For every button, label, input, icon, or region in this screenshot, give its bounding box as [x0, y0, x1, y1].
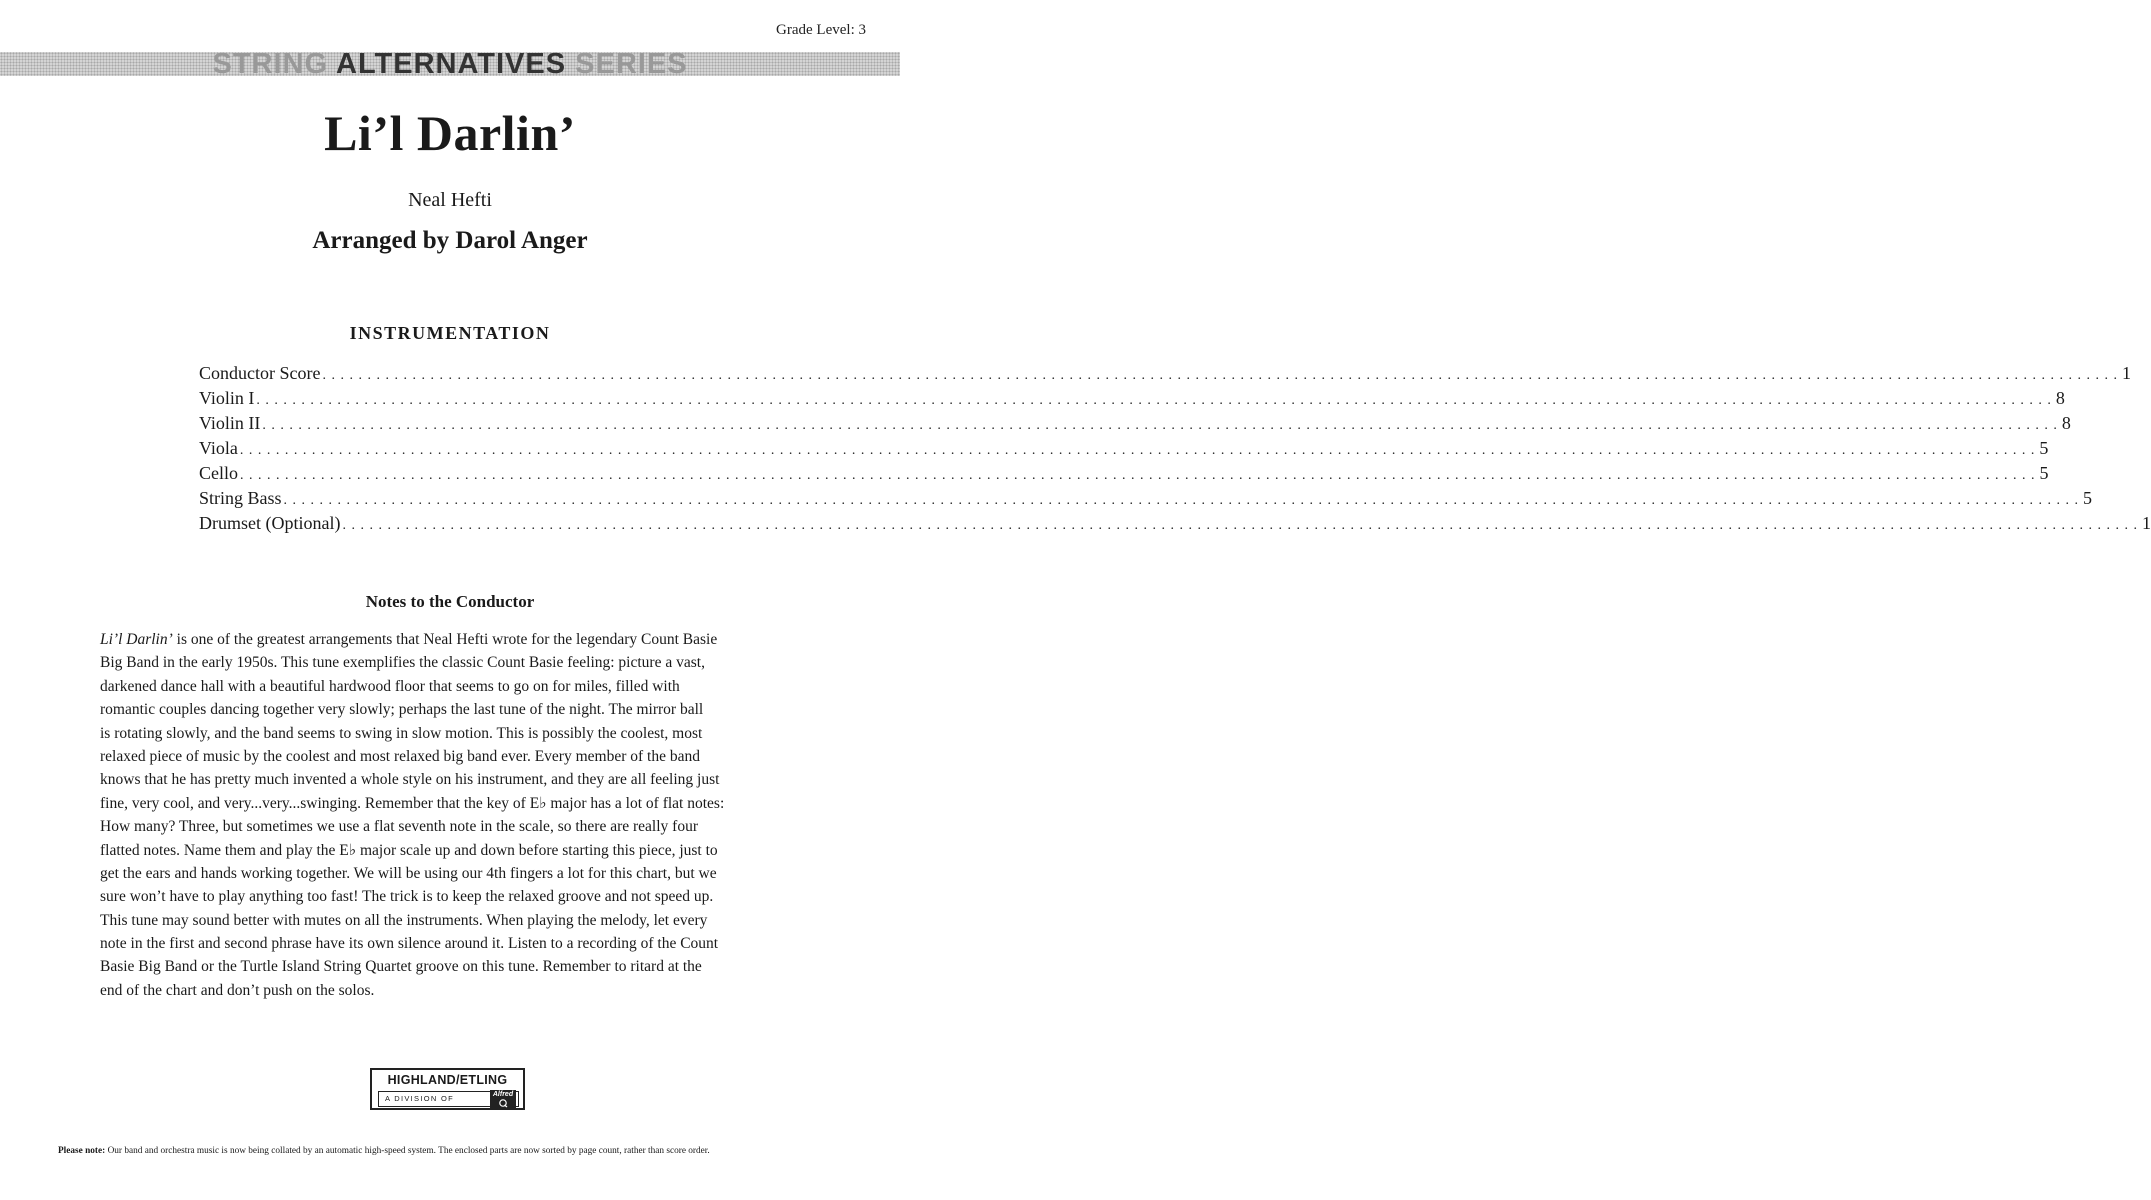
instrument-count: 1	[2121, 363, 2131, 383]
notes-line: is rotating slowly, and the band seems to swing in slow motion. This is possibly the coolest, most	[100, 724, 703, 742]
notes-line: flatted notes. Name them and play the E♭ major scale up and down before starting this piece, just to	[100, 841, 718, 859]
footer-note	[58, 1146, 858, 1156]
dot-leader: . . . . . . . . . . . . . . . . . . . . . . . . . . . . . . . . . . . . . . . . . . . . . . . . . . . . . . . . . . . . . . . . . . . . . . . . . . . . . . . . . . . . . . . . . . . . . . . . . . . . . . . . . . . . . . . . . . . . . . . . . . . . . . . . . . . . . . . . . . . . . . . . . . . . . . . . . . . . . . . . . . . . . . . . . . . . . . . . . . . . . . . . . . . . . . . . . . . . . . . .	[239, 443, 2036, 458]
dot-leader: . . . . . . . . . . . . . . . . . . . . . . . . . . . . . . . . . . . . . . . . . . . . . . . . . . . . . . . . . . . . . . . . . . . . . . . . . . . . . . . . . . . . . . . . . . . . . . . . . . . . . . . . . . . . . . . . . . . . . . . . . . . . . . . . . . . . . . . . . . . . . . . . . . . . . . . . . . . . . . . . . . . . . . . . . . . . . . . . . . . . . . . . . . . . . . . . . . . . . . . .	[262, 418, 2058, 433]
notes-line: knows that he has pretty much invented a whole style on his instrument, and they are all feeling just	[100, 771, 720, 789]
instrument-count: 1	[2141, 513, 2151, 533]
footer-text: Our band and orchestra music is now being collated by an automatic high-speed system. The enclosed parts are now sorted by page count, rather than score order.	[105, 1146, 710, 1156]
series-title	[0, 48, 900, 80]
instrument-name: Viola	[199, 438, 238, 458]
instrument-count: 5	[2039, 463, 2049, 483]
division-text: A DIVISION OF	[385, 1094, 454, 1103]
notes-line: This tune may sound better with mutes on all the instruments. When playing the melody, let every	[100, 911, 708, 929]
notes-first-line: is one of the greatest arrangements that Neal Hefti wrote for the legendary Count Basie	[172, 631, 718, 648]
notes-line: darkened dance hall with a beautiful hardwood floor that seems to go on for miles, filled with	[100, 677, 680, 695]
dot-leader: . . . . . . . . . . . . . . . . . . . . . . . . . . . . . . . . . . . . . . . . . . . . . . . . . . . . . . . . . . . . . . . . . . . . . . . . . . . . . . . . . . . . . . . . . . . . . . . . . . . . . . . . . . . . . . . . . . . . . . . . . . . . . . . . . . . . . . . . . . . . . . . . . . . . . . . . . . . . . . . . . . . . . . . . . . . . . . . . . . . . . . . . . . . . . . . . . . . . . . . .	[342, 518, 2138, 533]
instrument-row	[199, 411, 2071, 436]
instrument-count: 5	[2039, 438, 2049, 458]
dot-leader: . . . . . . . . . . . . . . . . . . . . . . . . . . . . . . . . . . . . . . . . . . . . . . . . . . . . . . . . . . . . . . . . . . . . . . . . . . . . . . . . . . . . . . . . . . . . . . . . . . . . . . . . . . . . . . . . . . . . . . . . . . . . . . . . . . . . . . . . . . . . . . . . . . . . . . . . . . . . . . . . . . . . . . . . . . . . . . . . . . . . . . . . . . . . . . . . . . . . . . . .	[240, 468, 2036, 483]
instrument-row	[199, 436, 2049, 461]
alfred-logo	[490, 1090, 516, 1108]
series-middle: ALTERNATIVES	[336, 48, 567, 80]
instrument-name: String Bass	[199, 488, 282, 508]
instrument-row	[199, 461, 2049, 486]
notes-line: get the ears and hands working together. We will be using our 4th fingers a lot for this chart, but we	[100, 864, 717, 882]
composer: Neal Hefti	[408, 189, 492, 211]
instrument-name: Cello	[199, 463, 238, 483]
notes-line: fine, very cool, and very...very...swinging. Remember that the key of E♭ major has a lot of flat notes:	[100, 794, 725, 812]
series-banner	[0, 48, 900, 80]
notes-heading: Notes to the Conductor	[365, 592, 535, 611]
dot-leader: . . . . . . . . . . . . . . . . . . . . . . . . . . . . . . . . . . . . . . . . . . . . . . . . . . . . . . . . . . . . . . . . . . . . . . . . . . . . . . . . . . . . . . . . . . . . . . . . . . . . . . . . . . . . . . . . . . . . . . . . . . . . . . . . . . . . . . . . . . . . . . . . . . . . . . . . . . . . . . . . . . . . . . . . . . . . . . . . . . . . . . . . . . . . . . . . . . . . . . . .	[256, 393, 2052, 408]
footer-label: Please note:	[58, 1146, 106, 1156]
instrument-name: Violin II	[199, 413, 261, 433]
notes-line: relaxed piece of music by the coolest and most relaxed big band ever. Every member of the band	[100, 747, 700, 765]
notes-line: end of the chart and don’t push on the solos.	[100, 981, 375, 999]
series-prefix: STRING	[212, 48, 337, 80]
publisher-logo	[370, 1068, 525, 1110]
notes-body	[100, 628, 808, 1002]
notes-line: Basie Big Band or the Turtle Island String Quartet groove on this tune. Remember to ritard at the	[100, 958, 702, 976]
logo-division-box	[378, 1091, 519, 1107]
instrumentation-heading: INSTRUMENTATION	[349, 323, 551, 343]
notes-line	[100, 628, 808, 651]
series-suffix: SERIES	[566, 48, 688, 80]
dot-leader: . . . . . . . . . . . . . . . . . . . . . . . . . . . . . . . . . . . . . . . . . . . . . . . . . . . . . . . . . . . . . . . . . . . . . . . . . . . . . . . . . . . . . . . . . . . . . . . . . . . . . . . . . . . . . . . . . . . . . . . . . . . . . . . . . . . . . . . . . . . . . . . . . . . . . . . . . . . . . . . . . . . . . . . . . . . . . . . . . . . . . . . . . . . . . . . . . . . . . . . .	[283, 493, 2080, 508]
instrument-name: Conductor Score	[199, 363, 321, 383]
alfred-emblem-icon	[496, 1099, 510, 1107]
instrument-row	[199, 386, 2065, 411]
instrument-count: 8	[2061, 413, 2071, 433]
dot-leader: . . . . . . . . . . . . . . . . . . . . . . . . . . . . . . . . . . . . . . . . . . . . . . . . . . . . . . . . . . . . . . . . . . . . . . . . . . . . . . . . . . . . . . . . . . . . . . . . . . . . . . . . . . . . . . . . . . . . . . . . . . . . . . . . . . . . . . . . . . . . . . . . . . . . . . . . . . . . . . . . . . . . . . . . . . . . . . . . . . . . . . . . . . . . . . . . . . . . . . . .	[322, 368, 2118, 383]
instrument-row	[199, 511, 2151, 536]
notes-line: romantic couples dancing together very slowly; perhaps the last tune of the night. The mirror ball	[100, 701, 704, 719]
publisher-name: HIGHLAND/ETLING	[387, 1073, 508, 1087]
notes-line: sure won’t have to play anything too fast! The trick is to keep the relaxed groove and not speed up.	[100, 888, 714, 906]
grade-level: Grade Level: 3	[776, 22, 866, 38]
instrument-row	[199, 486, 2093, 511]
notes-line: note in the first and second phrase have its own silence around it. Listen to a recording of the Count	[100, 935, 719, 953]
instrument-name: Drumset (Optional)	[199, 513, 341, 533]
notes-title-italic: Li’l Darlin’	[100, 631, 173, 648]
instrument-count: 5	[2083, 488, 2093, 508]
alfred-text: Alfred	[492, 1091, 514, 1098]
instrument-count: 8	[2055, 388, 2065, 408]
arranger: Arranged by Darol Anger	[312, 227, 588, 254]
notes-line: How many? Three, but sometimes we use a flat seventh note in the scale, so there are really four	[100, 818, 698, 836]
piece-title: Li’l Darlin’	[324, 105, 576, 161]
instrument-name: Violin I	[199, 388, 255, 408]
instrument-row	[199, 361, 2131, 386]
notes-line: Big Band in the early 1950s. This tune exemplifies the classic Count Basie feeling: picture a vast,	[100, 654, 705, 672]
instrumentation-list	[199, 361, 2151, 536]
